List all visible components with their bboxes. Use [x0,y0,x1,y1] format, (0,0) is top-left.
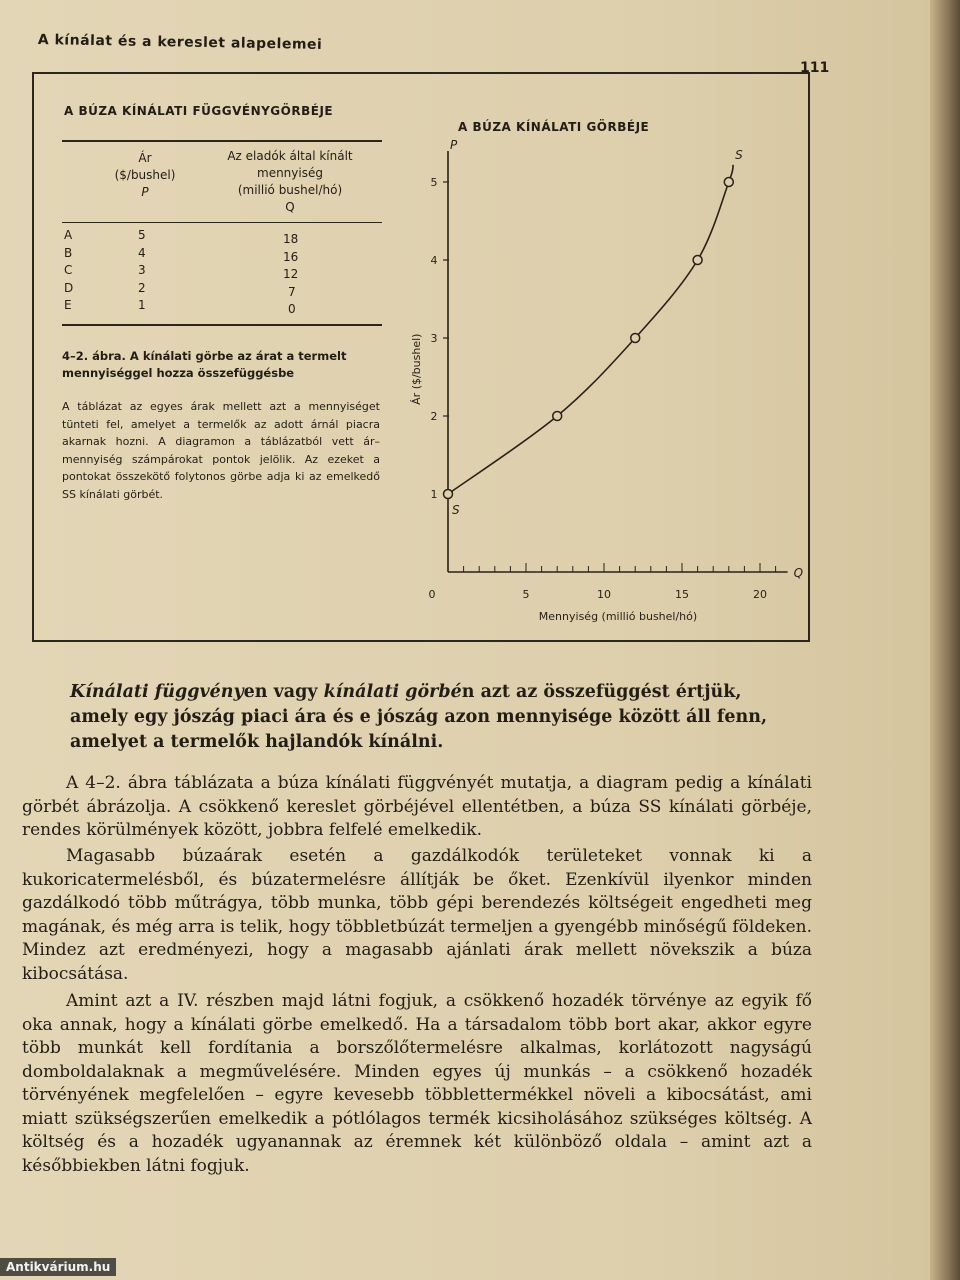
y-tick-label: 1 [430,488,438,501]
table-title: A BÚZA KÍNÁLATI FÜGGVÉNYGÖRBÉJE [64,104,334,118]
row-quantity: 16 [283,250,299,264]
col-header-quantity-line: Az eladók által kínált [227,149,353,163]
x-tick-label: 20 [753,588,767,601]
data-point [724,178,733,187]
row-label: B [64,246,73,260]
running-head: A kínálat és a kereslet alapelemei [37,32,323,53]
data-point [444,490,453,499]
col-header-price-line: P [141,185,149,199]
body-paragraph: A 4–2. ábra táblázata a búza kínálati függvényét mutatja, a diagram pedig a kínálati görbét ábrázolja. A csökkenő kereslet görbéjével ellentétben, a búza SS kínálati görbéje, rendes körülmények között, jobbra felfelé emelkedik. [22,773,812,840]
col-header-price-line: Ár [138,151,152,165]
col-header-quantity-line: (millió bushel/hó) [237,183,343,197]
definition-text [70,680,770,755]
y-tick-label: 3 [430,332,438,345]
chart-layer [410,138,803,623]
book-spine-shadow [930,0,960,1280]
y-tick-label: 2 [430,410,438,423]
row-price: 1 [138,298,146,312]
y-tick-label: 5 [430,176,438,189]
row-quantity: 7 [288,285,296,299]
row-quantity: 12 [283,267,299,281]
x-tick-label: 15 [675,588,689,601]
row-quantity: 0 [288,302,296,316]
y-axis-symbol: P [450,138,458,152]
watermark: Antikvárium.hu [0,1258,116,1276]
figure-caption-text: A táblázat az egyes árak mellett azt a mennyiséget tünteti fel, amelyet a termelők az adott árnál piacra akarnak hozni. A diagramon a táblázatból vett ár–mennyiség számpárokat pontok jelölik. Az ezeket a pontokat összekötő folytonos görbe adja ki az emelkedő SS kínálati görbét. [62,400,380,501]
y-tick-label: 4 [430,254,438,267]
term-supply-function: Kínálati függvény [70,682,244,702]
row-price: 2 [138,281,146,295]
data-point [553,412,562,421]
curve-label-s-lower: S [452,503,460,517]
table-bottom-rule [62,324,382,326]
definition-fragment: n azt az összefüggést értjük, amely egy jószág piaci ára és e jószág azon mennyisége között áll fenn, amelyet a termelők hajlandók kínálni. [70,682,768,752]
supply-chart [400,130,804,630]
page-number: 111 [800,60,830,76]
table-header-rule [62,222,382,223]
row-price: 5 [138,228,146,242]
table-top-rule [62,140,382,142]
col-header-price-line: ($/bushel) [114,168,176,182]
row-price: 4 [138,246,146,260]
row-quantity: 18 [283,232,299,246]
y-axis-label: Ár ($/bushel) [410,333,423,405]
data-point [693,256,702,265]
row-price: 3 [138,263,146,277]
x-tick-label: 0 [428,588,436,601]
col-header-price [100,150,190,201]
term-supply-curve: kínálati görbé [323,682,462,702]
supply-curve-ss [448,165,733,494]
row-label: C [64,263,73,277]
data-point [631,334,640,343]
col-header-quantity-line: Q [285,200,295,214]
x-tick-label: 5 [522,588,530,601]
chart-title: A BÚZA KÍNÁLATI GÖRBÉJE [458,120,650,134]
curve-label-s-upper: S [735,147,743,162]
row-label: D [64,281,74,295]
definition-fragment: en vagy [243,682,324,702]
col-header-quantity-line: mennyiség [257,166,323,180]
row-label: E [64,298,72,312]
body-paragraph: Amint azt a IV. részben majd látni fogjuk, a csökkenő hozadék törvénye az egyik fő oka annak, hogy a kínálati görbe emelkedő. Ha a társadalom több bort akar, akkor egyre több munkát kell fordítania a borszőlőtermelésre alkalmas, korlátozott nagyságú domboldalaknak a megművelésére. Minden egyes új munkás – a csökkenő hozadék törvényének megfelelően – egyre kevesebb többlettermékkel növeli a kibocsátást, ami miatt szükségszerűen emelkedik a pótlólagos termék kicsiholásához szükséges költség. A költség és a hozadék ugyanannak az éremnek két különböző oldala – amint azt a későbbiekben látni fogjuk. [22,991,812,1176]
row-label: A [64,228,73,242]
x-axis-label: Mennyiség (millió bushel/hó) [538,610,698,623]
figure-caption-title: 4–2. ábra. A kínálati görbe az árat a termelt mennyiséggel hozza összefüggésbe [62,349,347,380]
x-tick-label: 10 [597,588,611,601]
x-axis-symbol: Q [793,566,804,580]
col-header-quantity [205,148,375,216]
body-paragraph: Magasabb búzaárak esetén a gazdálkodók területeket vonnak ki a kukoricatermelésből, és búzatermelésre állítják be őket. Ezenkívül ilyenkor minden gazdálkodó több műtrágya, több munka, több gépi berendezés költségeit engedheti meg magának, és még arra is telik, hogy többletbúzát termeljen a gyengébb minőségű földeken. Mindez azt eredményezi, hogy a magasabb ajánlati árak mellett növekszik a búza kibocsátása. [22,846,812,984]
